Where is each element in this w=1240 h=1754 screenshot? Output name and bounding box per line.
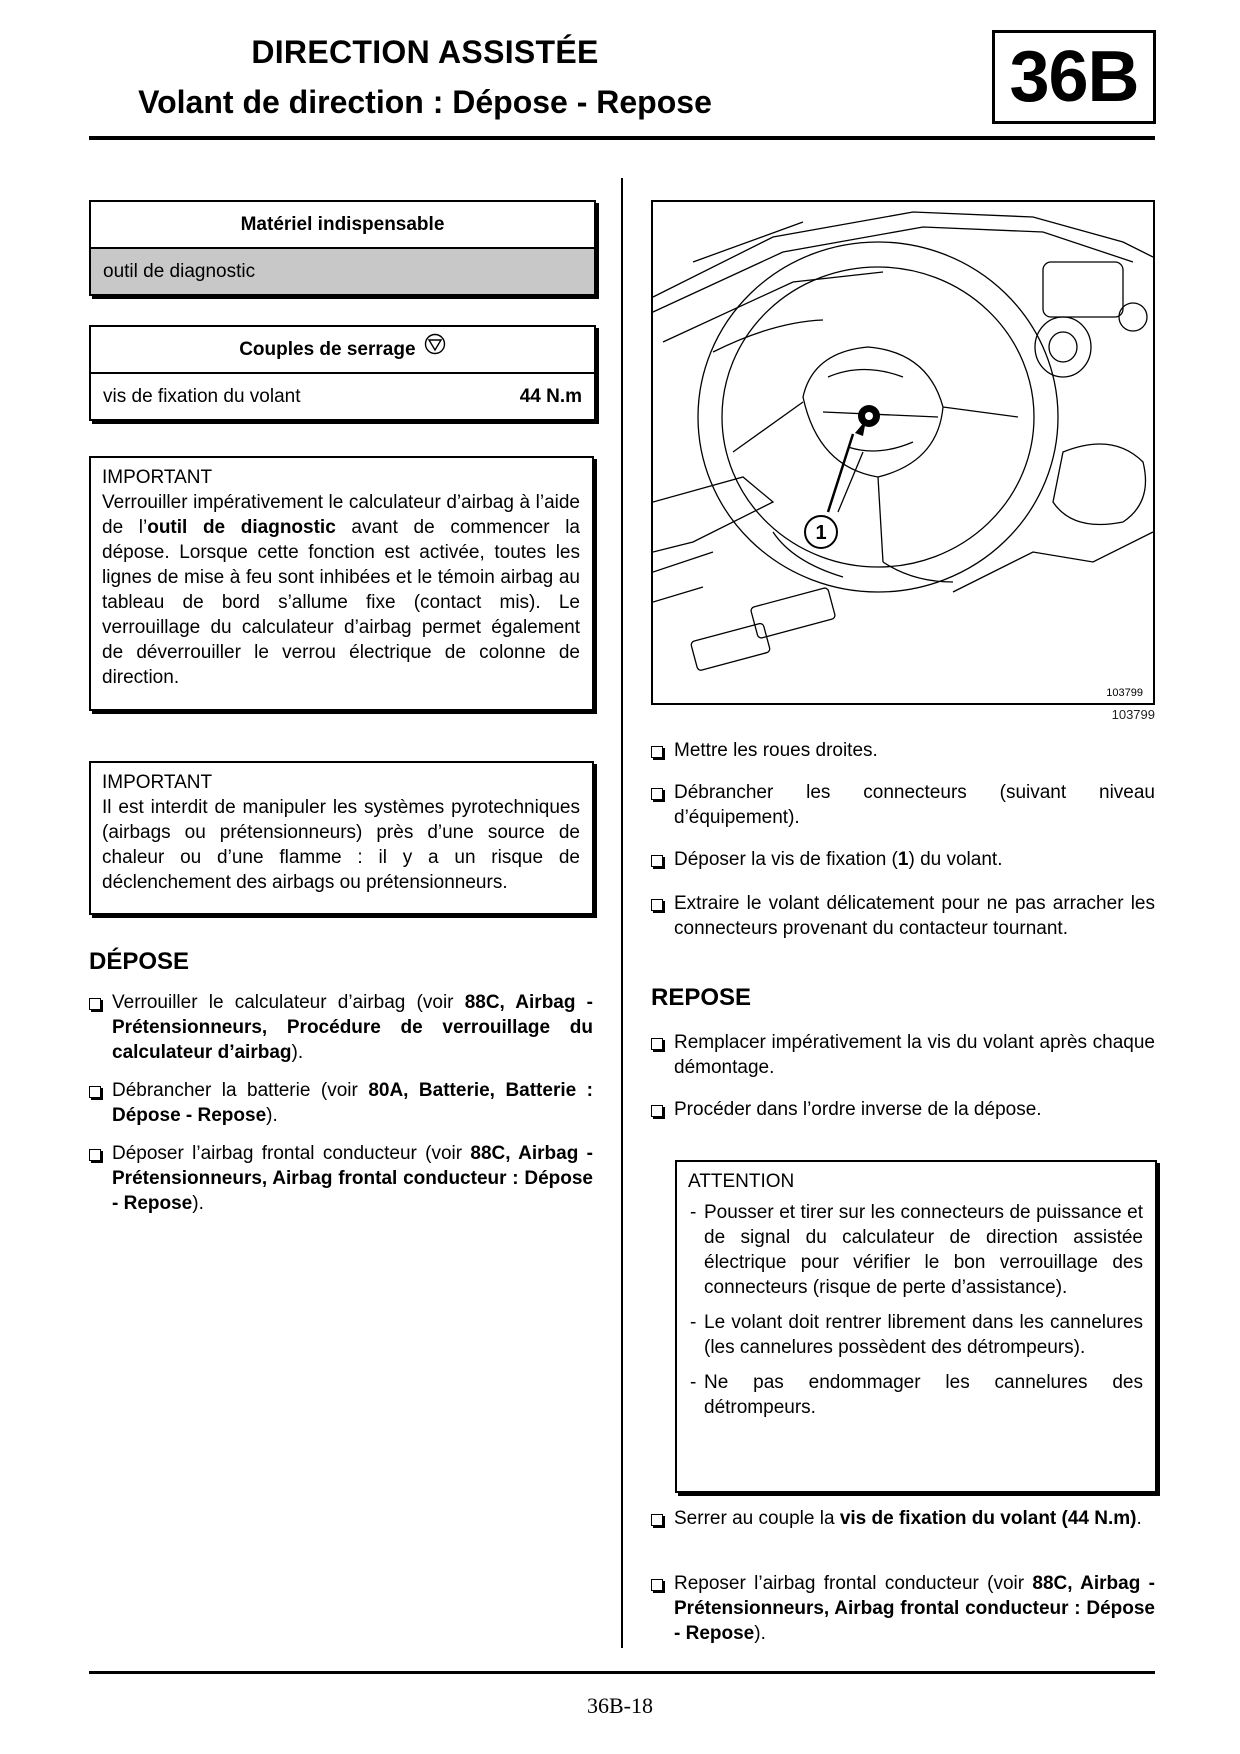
repose-step: Reposer l’airbag frontal conducteur (voir 88C, Airbag - Prétensionneurs, Airbag frontal conducteur : Dépose - Repose). [651,1571,1155,1646]
checkbox-icon [651,891,673,918]
checkbox-icon [651,738,673,765]
checkbox-icon [89,1141,111,1168]
couples-row-value: 44 N.m [519,386,582,407]
header-rule [89,136,1155,140]
procedure-step: Mettre les roues droites. [651,738,1155,763]
attention-item: - Pousser et tirer sur les connecteurs de puissance et de signal du calculateur de direction assistée électrique pour vérifier le bon verrouillage des connecteurs (risque de perte d’assistance). [688,1200,1143,1300]
checkbox-icon [651,847,673,874]
checkbox-icon [651,1030,673,1057]
checkbox-icon [89,1078,111,1105]
couples-header-label: Couples de serrage [239,339,416,360]
attention-item: - Le volant doit rentrer librement dans les cannelures (les cannelures possèdent des détrompeurs). [688,1310,1143,1360]
procedure-step: Déposer la vis de fixation (1) du volant. [651,847,1155,872]
figure-caption-ref: 103799 [1111,707,1155,722]
attention-title: ATTENTION [688,1171,795,1192]
steering-wheel-figure [651,200,1155,705]
important-title-2: IMPORTANT [102,772,213,793]
important-box-2 [89,761,594,915]
materiel-header: Matériel indispensable [91,202,594,249]
important-title-1: IMPORTANT [102,467,213,488]
figure-ref-inside: 103799 [1106,687,1143,699]
checkbox-icon [651,780,673,807]
checkbox-icon [89,990,111,1017]
repose-step: Procéder dans l’ordre inverse de la dépose. [651,1097,1155,1122]
document-subtitle: Volant de direction : Dépose - Repose [138,84,712,120]
materiel-table [89,200,596,296]
procedure-step: Débrancher les connecteurs (suivant niveau d’équipement). [651,780,1155,830]
important-box-1 [89,456,594,711]
repose-step: Remplacer impérativement la vis du volant après chaque démontage. [651,1030,1155,1080]
repose-heading: REPOSE [651,984,752,1011]
repose-step: Serrer au couple la vis de fixation du volant (44 N.m). [651,1506,1155,1531]
checkbox-icon [651,1097,673,1124]
depose-heading: DÉPOSE [89,948,190,975]
checkbox-icon [651,1571,673,1598]
depose-step: Verrouiller le calculateur d’airbag (voir 88C, Airbag - Prétensionneurs, Procédure de verrouillage du calculateur d’airbag). [89,990,593,1065]
attention-box [675,1160,1157,1493]
column-separator [621,178,623,1648]
procedure-step: Extraire le volant délicatement pour ne pas arracher les connecteurs provenant du contacteur tournant. [651,891,1155,941]
attention-item: - Ne pas endommager les cannelures des détrompeurs. [688,1370,1143,1420]
section-badge: 36B [992,30,1156,124]
footer-rule [89,1671,1155,1674]
couples-table [89,325,596,421]
steering-wheel-illustration [653,202,1153,703]
couples-row-label: vis de fixation du volant [103,386,301,407]
important-text-2: Il est interdit de manipuler les systèmes pyrotechniques (airbags ou prétensionneurs) près d’une source de chaleur ou d’une flamme : il y a un risque de déclenchement des airbags ou prétensionneurs. [102,797,580,893]
document-title: DIRECTION ASSISTÉE [251,34,599,70]
depose-step: Débrancher la batterie (voir 80A, Batterie, Batterie : Dépose - Repose). [89,1078,593,1128]
couples-row [91,374,594,419]
couples-header [91,327,594,374]
important-text-1: Verrouiller impérativement le calculateur d’airbag à l’aide de l’outil de diagnostic avant de commencer la dépose. Lorsque cette fonction est activée, toutes les lignes de mise à feu sont inhibées et le témoin airbag au tableau de bord s’allume fixe (contact mis). Le verrouillage du calculateur d’airbag permet également de déverrouiller le verrou électrique de colonne de direction. [102,492,580,688]
torque-triangle-icon [424,327,446,372]
figure-callout-1: 1 [815,522,827,544]
materiel-item: outil de diagnostic [91,249,594,294]
page-number: 36B-18 [587,1693,653,1718]
depose-step: Déposer l’airbag frontal conducteur (voir 88C, Airbag - Prétensionneurs, Airbag frontal conducteur : Dépose - Repose). [89,1141,593,1216]
checkbox-icon [651,1506,673,1533]
